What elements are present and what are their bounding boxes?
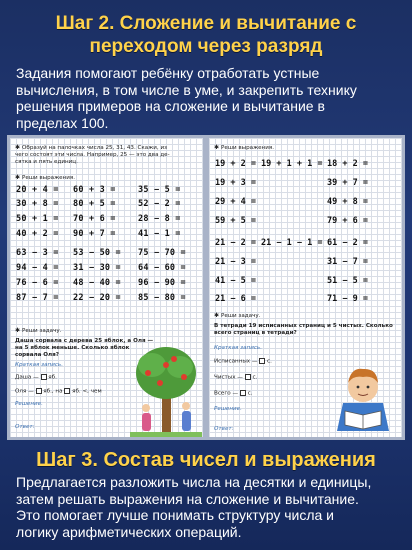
task-solve-label-right: Реши выражения.	[221, 145, 274, 151]
expression: 51 − 5 =	[327, 276, 368, 286]
expression: 19 + 3 =	[215, 178, 256, 188]
task-problem-label: Реши задачу.	[22, 328, 62, 334]
task-sticks-line3: сятка и пять единиц.	[15, 159, 78, 165]
expression: 85 − 80 =	[138, 293, 186, 303]
step3-desc-line2: затем решать выражения на сложение и вычитание.	[16, 490, 359, 507]
answer-box[interactable]	[36, 388, 42, 394]
problem-text-right	[214, 323, 399, 337]
task-solve-label: Реши выражения.	[22, 175, 75, 181]
step3-desc-line3: Это помогает лучше понимать структуру числа и	[16, 507, 335, 523]
boy-reading-illustration	[327, 353, 399, 433]
expression: 70 + 6 =	[73, 214, 116, 224]
task-sticks-line2: чего состоят эти числа. Например, 25 — это два де-	[15, 152, 170, 158]
expression: 64 − 60 =	[138, 263, 186, 273]
step2-title-line1: Шаг 2. Сложение и вычитание с	[55, 13, 357, 34]
star-icon: ✱	[15, 327, 21, 334]
written-line	[214, 358, 272, 366]
problem-line1: Даша сорвала с дерева 25 яблок, а Оля — на 5 яблок	[15, 338, 154, 351]
short-note: Краткая запись.	[15, 362, 64, 368]
expression: 53 − 50 =	[73, 248, 121, 258]
expression: 21 − 6 =	[215, 294, 256, 304]
clean-label: Чистых —	[214, 374, 243, 381]
expression: 79 + 6 =	[327, 216, 368, 226]
expression: 28 − 8 =	[138, 214, 181, 224]
olya-line	[15, 388, 102, 396]
problem-line2: меньше. Сколько яблок сорвала Оля?	[15, 345, 130, 358]
answer-label-right: Ответ:	[214, 426, 234, 432]
expression: 61 − 2 =	[327, 238, 368, 248]
expression: 48 − 40 =	[73, 278, 121, 288]
expression: 96 − 90 =	[138, 278, 186, 288]
expression: 59 + 5 =	[215, 216, 256, 226]
step2-desc-line2: вычисления, в том числе в уме, и закрепить технику	[16, 81, 357, 98]
star-icon: ✱	[15, 174, 21, 181]
expression: 18 + 2 =	[327, 159, 368, 169]
dasha-line	[15, 374, 57, 382]
expression: 40 + 2 =	[16, 229, 59, 239]
short-note-right: Краткая запись.	[214, 345, 263, 351]
task-problem-label-right: Реши задачу.	[221, 313, 261, 319]
dasha-unit: яб.	[48, 374, 57, 381]
expression: 21 − 2 = 21 − 1 − 1 =	[215, 238, 323, 248]
step2-title-line2: переходом через разряд	[89, 36, 323, 57]
expression: 21 − 3 =	[215, 257, 256, 267]
workbook-spread	[7, 135, 405, 440]
star-icon: ✱	[214, 144, 220, 151]
expression: 94 − 4 =	[16, 263, 59, 273]
unit-label: с.	[252, 374, 258, 381]
left-page	[10, 138, 203, 437]
answer-box[interactable]	[41, 374, 47, 380]
expression: 20 + 4 =	[16, 185, 59, 195]
answer-box[interactable]	[240, 390, 246, 396]
step2-desc-line1: Задания помогают ребёнку отработать устные	[16, 65, 320, 81]
problem-right-line2: всего страниц в тетради?	[214, 330, 297, 336]
step2-desc-line4: пределах 100.	[16, 114, 109, 131]
total-label: Всего —	[214, 390, 239, 397]
expression: 41 − 1 =	[138, 229, 181, 239]
task-solve-header-right	[214, 144, 274, 152]
expression: 39 + 7 =	[327, 178, 368, 188]
answer-box[interactable]	[64, 388, 70, 394]
expression: 19 + 2 = 19 + 1 + 1 =	[215, 159, 323, 169]
task-sticks-line1: Образуй на палочках числа 25, 31, 43. Скажи, из	[22, 145, 168, 151]
expression: 49 + 8 =	[327, 197, 368, 207]
expression: 31 − 7 =	[327, 257, 368, 267]
step3-desc-line1: Предлагается разложить числа на десятки и единицы,	[16, 474, 372, 490]
expression: 80 + 5 =	[73, 199, 116, 209]
expression: 71 − 9 =	[327, 294, 368, 304]
expression: 75 − 70 =	[138, 248, 186, 258]
olya-label: Оля —	[15, 388, 34, 395]
task-solve-header	[15, 174, 75, 182]
step2-desc-line3: решения примеров на сложение и вычитание в	[16, 98, 325, 114]
step3-title: Шаг 3. Состав чисел и выражения	[36, 449, 376, 471]
expression: 50 + 1 =	[16, 214, 59, 224]
olya-unit2: яб. <, чем	[72, 388, 102, 395]
step3-desc-line4: логику арифметических операций.	[16, 523, 242, 540]
answer-box[interactable]	[245, 374, 251, 380]
clean-line	[214, 374, 257, 382]
step2-description	[16, 65, 401, 131]
olya-unit: яб., на	[43, 388, 63, 395]
expression: 90 + 7 =	[73, 229, 116, 239]
expression: 29 + 4 =	[215, 197, 256, 207]
task-problem-header-right	[214, 312, 260, 320]
solution-label-right: Решение.	[214, 406, 242, 412]
written-label: Исписанных —	[214, 358, 258, 365]
apple-tree-illustration	[130, 343, 202, 437]
problem-right-line1: В тетради 19 исписанных страниц и 5 чистых. Сколько	[214, 323, 393, 329]
expression: 87 − 7 =	[16, 293, 59, 303]
expression: 60 + 3 =	[73, 185, 116, 195]
star-icon: ✱	[214, 312, 220, 319]
unit-label: с.	[267, 358, 272, 365]
unit-label: с.	[247, 390, 253, 397]
answer-box[interactable]	[259, 358, 265, 364]
task-sticks	[15, 144, 198, 166]
expression: 30 + 8 =	[16, 199, 59, 209]
expression: 63 − 3 =	[16, 248, 59, 258]
solution-label: Решение.	[15, 401, 43, 407]
step2-title	[0, 12, 412, 58]
right-page	[209, 138, 402, 437]
task-problem-header	[15, 327, 61, 335]
dasha-label: Даша —	[15, 374, 39, 381]
expression: 22 − 20 =	[73, 293, 121, 303]
step3-description	[16, 474, 401, 540]
answer-label: Ответ:	[15, 424, 35, 430]
total-line	[214, 390, 253, 398]
star-icon: ✱	[15, 144, 21, 151]
expression: 35 − 5 =	[138, 185, 181, 195]
expression: 76 − 6 =	[16, 278, 59, 288]
expression: 41 − 5 =	[215, 276, 256, 286]
expression: 52 − 2 =	[138, 199, 181, 209]
expression: 31 − 30 =	[73, 263, 121, 273]
